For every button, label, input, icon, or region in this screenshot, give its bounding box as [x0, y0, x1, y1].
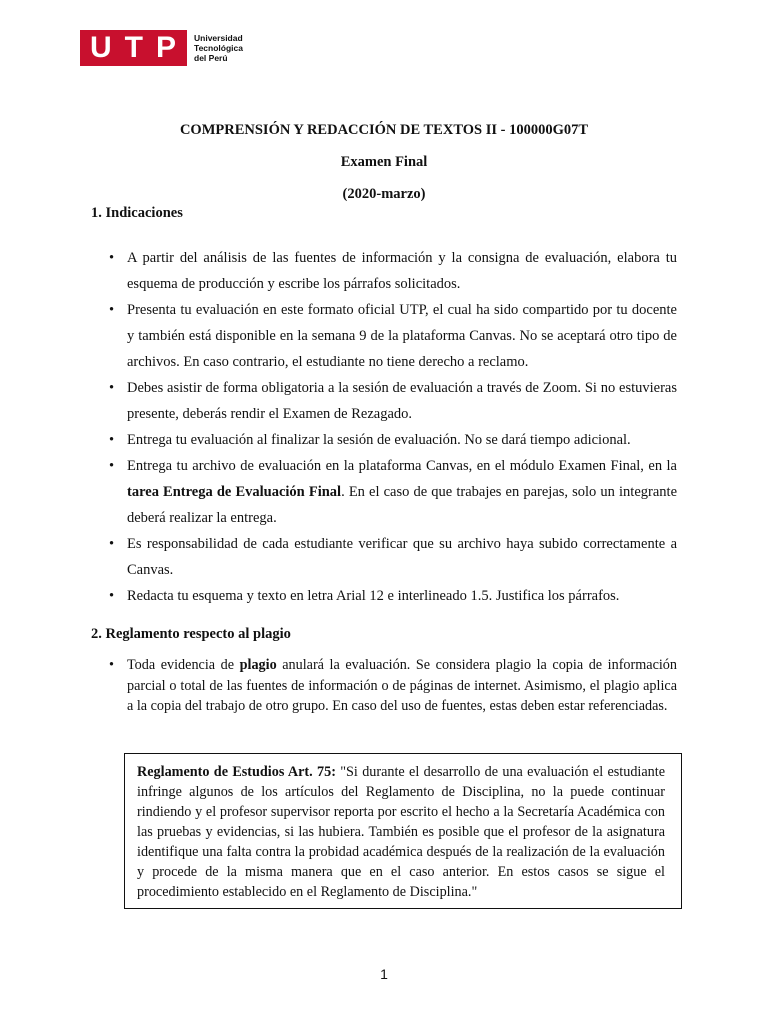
plagiarism-list [0, 655, 677, 717]
logo-line-1: Universidad [194, 33, 243, 43]
exam-title: Examen Final [340, 154, 428, 170]
indications-list [0, 245, 768, 609]
logo-wordmark [194, 33, 243, 63]
bullet-icon: • [109, 657, 114, 673]
list-item-text: Debes asistir de forma obligatoria a la sesión de evaluación a través de Zoom. Si no estuvieras presente, deberás rendir el Examen de Rezagado. [127, 380, 677, 422]
list-item-text-pre: Toda evidencia de [127, 657, 240, 673]
bullet-icon: • [109, 250, 115, 266]
list-item-text-post: anulará la evaluación. Se considera plagio la copia de información parcial o total de las fuentes de información o de páginas de internet. Asimismo, el plagio aplica a la copia del trabajo de otro grupo. En caso del uso de fuentes, estas deben estar referenciadas. [127, 657, 677, 714]
list-item-text: Presenta tu evaluación en este formato oficial UTP, el cual ha sido compartido por tu docente y también está disponible en la semana 9 de la plataforma Canvas. No se aceptará otro tipo de archivos. En caso contrario, el estudiante no tiene derecho a reclamo. [127, 302, 677, 370]
bullet-icon: • [109, 380, 115, 396]
list-item [109, 531, 677, 583]
list-item-text-bold: tarea Entrega de Evaluación Final [127, 484, 342, 500]
list-item [109, 297, 677, 375]
list-item [109, 375, 677, 427]
regulation-text: "Si durante el desarrollo de una evaluación el estudiante infringe algunos de los artículos del Reglamento de Disciplina, no la puede continuar rindiendo y el profesor supervisor reporta por escrito el hecho a la Secretaría Académica con las pruebas y evidencias, si las hubiera. También es posible que el profesor de la asignatura identifique una falta contra la probidad académica después de la realización de la evaluación y procede de la misma manera que en el caso anterior. En estos casos se sigue el procedimiento establecido en el Reglamento de Disciplina." [137, 764, 665, 900]
list-item [109, 427, 677, 453]
logo-line-3: del Perú [194, 53, 228, 63]
list-item-text-pre: Entrega tu archivo de evaluación en la plataforma Canvas, en el módulo Examen Final, en la [127, 458, 677, 474]
list-item [109, 655, 677, 717]
logo-letter-p: P [156, 31, 178, 64]
utp-logo-mark [80, 30, 187, 66]
logo-letter-u: U [90, 31, 113, 64]
bullet-icon: • [109, 458, 115, 474]
logo-line-2: Tecnológica [194, 43, 243, 53]
course-title: COMPRENSIÓN Y REDACCIÓN DE TEXTOS II - 100000G07T [179, 122, 589, 138]
list-item-text: Redacta tu esquema y texto en letra Arial 12 e interlineado 1.5. Justifica los párrafos. [127, 588, 620, 604]
list-item-text: Es responsabilidad de cada estudiante verificar que su archivo haya subido correctamente a Canvas. [127, 536, 677, 578]
bullet-icon: • [109, 302, 115, 318]
list-item [109, 245, 677, 297]
list-item [109, 583, 677, 609]
bullet-icon: • [109, 432, 115, 448]
list-item-text: A partir del análisis de las fuentes de información y la consigna de evaluación, elabora tu esquema de producción y escribe los párrafos solicitados. [127, 250, 677, 292]
regulation-quote-box [124, 753, 682, 909]
list-item [109, 453, 677, 531]
logo-letter-t: T [124, 31, 144, 64]
list-item-text-bold: plagio [239, 657, 277, 673]
section-2-heading: 2. Reglamento respecto al plagio [91, 626, 291, 642]
regulation-label: Reglamento de Estudios Art. 75: [137, 764, 336, 780]
utp-logo [80, 30, 243, 66]
page-number: 1 [380, 966, 388, 982]
bullet-icon: • [109, 588, 115, 604]
exam-date: (2020-marzo) [342, 186, 426, 202]
section-1-heading: 1. Indicaciones [91, 205, 183, 221]
list-item-text: Entrega tu evaluación al finalizar la sesión de evaluación. No se dará tiempo adicional. [127, 432, 631, 448]
bullet-icon: • [109, 536, 115, 552]
list-item-text-post: . En el caso de que trabajes en parejas, solo un integrante deberá realizar la entrega. [127, 484, 677, 526]
